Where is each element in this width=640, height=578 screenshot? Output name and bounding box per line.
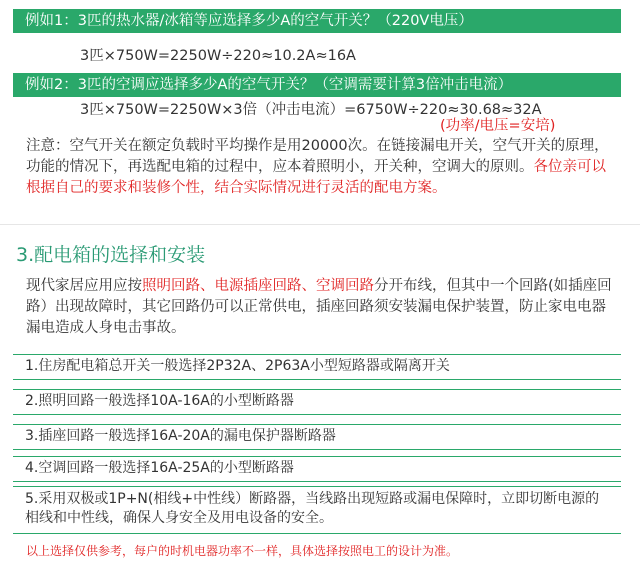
- notice-paragraph: [26, 136, 616, 199]
- example2-title: 例如2：3匹的空调应选择多少A的空气开关？（空调需要计算3倍冲击电流）: [13, 73, 621, 97]
- intro-separator-2: 、: [301, 278, 316, 294]
- example2-formula-note: (功率/电压=安培): [440, 118, 556, 134]
- intro-separator-1: 、: [200, 278, 215, 294]
- intro-prefix: 现代家居应用应按: [26, 278, 142, 294]
- section-divider: [0, 224, 640, 225]
- list-item: 3.插座回路一般选择16A-20A的漏电保护器断路器: [13, 424, 621, 450]
- list-item: 4.空调回路一般选择16A-25A的小型断路器: [13, 456, 621, 482]
- notice-highlight: 各位亲可以根据自己的要求和装修个性，结合实际情况进行灵活的配电方案。: [26, 159, 606, 196]
- list-item: 1.住房配电箱总开关一般选择2P32A、2P63A小型短路器或隔离开关: [13, 354, 621, 380]
- example1-formula: 3匹×750W=2250W÷220≈10.2A≈16A: [80, 48, 356, 64]
- disclaimer: 以上选择仅供参考，每户的时机电器功率不一样，具体选择按照电工的设计为准。: [26, 544, 459, 558]
- example2-formula: 3匹×750W=2250W×3倍（冲击电流）=6750W÷220≈30.68≈32A: [80, 102, 542, 118]
- intro-highlight-lighting: 照明回路: [142, 278, 200, 294]
- list-item: 5.采用双极或1P+N(相线+中性线）断路器，当线路出现短路或漏电保障时，立即切断电源的相线和中性线，确保人身安全及用电设备的安全。: [13, 486, 621, 534]
- example1-title: 例如1：3匹的热水器/冰箱等应选择多少A的空气开关？（220V电压）: [13, 9, 621, 33]
- notice-text: 注意：空气开关在额定负载时平均操作是用20000次。在链接漏电开关，空气开关的原理，功能的情况下，再选配电箱的过程中，应本着照明小，开关种，空调大的原则。: [26, 138, 609, 175]
- list-item: 2.照明回路一般选择10A-16A的小型断路器: [13, 389, 621, 415]
- section-title: 3.配电箱的选择和安装: [16, 244, 206, 266]
- section-intro: [26, 276, 616, 339]
- intro-suffix: 分开布线，但其中一个回路(如插座回路）出现故障时，其它回路仍可以正常供电，插座回路须安装漏电保护装置，防止家电电器漏电造成人身电击事故。: [26, 278, 612, 336]
- intro-highlight-socket: 电源插座回路: [214, 278, 302, 294]
- intro-highlight-ac: 空调回路: [316, 278, 374, 294]
